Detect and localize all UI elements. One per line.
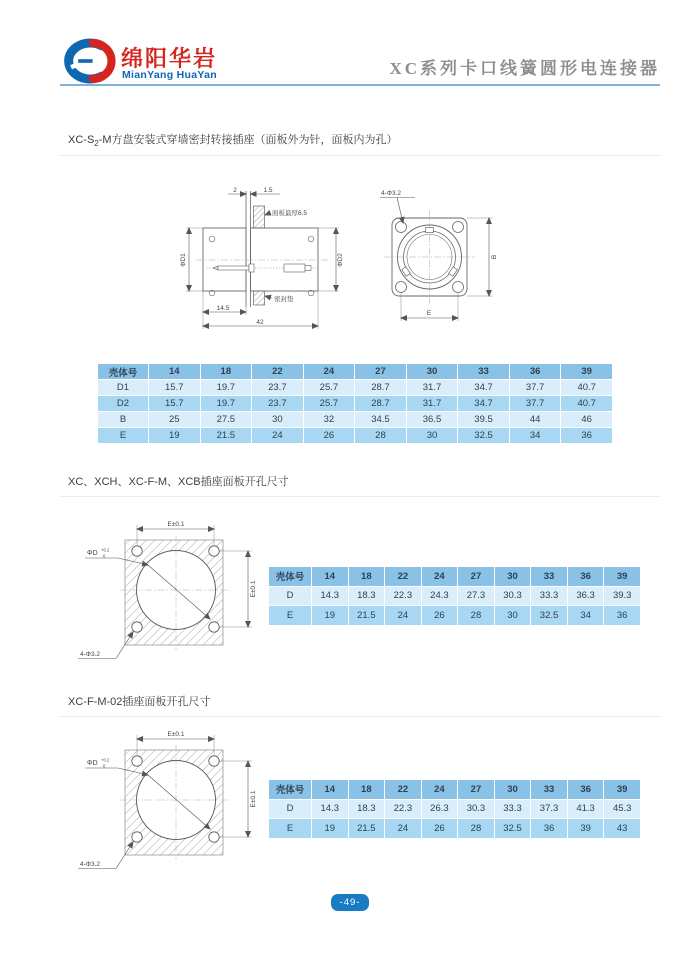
table-cell: 34.7	[458, 396, 509, 411]
table-cell: 19.7	[201, 396, 252, 411]
shell-number-header: 壳体号	[269, 780, 311, 799]
table-cell: 25	[149, 412, 200, 427]
table-cell: 36	[531, 819, 567, 838]
row-label: D	[269, 587, 311, 606]
shell-size-header: 14	[312, 567, 348, 586]
table-cell: 24	[385, 606, 421, 625]
cutout-holes-label: 4-Φ3.2	[80, 651, 101, 658]
shell-size-header: 36	[510, 364, 561, 379]
table-row	[98, 380, 612, 395]
table-cell: 21.5	[349, 819, 385, 838]
page-number-badge: -49-	[331, 894, 369, 911]
shell-size-header: 22	[385, 780, 421, 799]
table-cell: 32.5	[495, 819, 531, 838]
table-cell: 26	[422, 819, 458, 838]
table-cell: 36.3	[568, 587, 604, 606]
table-cell: 19.7	[201, 380, 252, 395]
figure-panel-cutout-2	[70, 716, 270, 878]
table-cell: 33.3	[531, 587, 567, 606]
shell-size-header: 18	[201, 364, 252, 379]
panel-hatch-top	[254, 206, 265, 228]
shell-size-header: 18	[349, 780, 385, 799]
table-cell: 37.7	[510, 380, 561, 395]
table-cell: 41.3	[568, 800, 604, 819]
company-logo	[62, 36, 116, 86]
table-cell: 34.7	[458, 380, 509, 395]
shell-size-header: 39	[604, 567, 640, 586]
section-title-1	[60, 131, 660, 156]
shell-size-header: 22	[252, 364, 303, 379]
row-label: D2	[98, 396, 148, 411]
table-cell: 30.3	[458, 800, 494, 819]
table-cell: 39.5	[458, 412, 509, 427]
shell-size-header: 14	[312, 780, 348, 799]
table-cell: 19	[312, 606, 348, 625]
table-cell: 34.5	[355, 412, 406, 427]
table-cell: 14.3	[312, 800, 348, 819]
table-cell: 26	[304, 428, 355, 443]
shell-size-header: 33	[458, 364, 509, 379]
dim-b-label: B	[491, 254, 498, 260]
table-row	[98, 428, 612, 443]
section-title-3: XC-F-M-02插座面板开孔尺寸	[60, 693, 660, 717]
table-cell: 34	[568, 606, 604, 625]
table-cell: 15.7	[149, 396, 200, 411]
table-row	[269, 606, 640, 625]
dim-e-right-label: E±0.1	[250, 580, 257, 598]
table-cell: 30	[495, 606, 531, 625]
company-name-en: MianYang HuaYan	[122, 69, 217, 81]
table-cell: 25.7	[304, 396, 355, 411]
table-cell: 39.3	[604, 587, 640, 606]
table-cell: 24	[252, 428, 303, 443]
table-cell: 43	[604, 819, 640, 838]
figure-panel-cutout-1	[70, 506, 270, 668]
table-cell: 19	[312, 819, 348, 838]
shell-size-header: 24	[422, 780, 458, 799]
dimension-table-2	[268, 566, 641, 626]
dim-e-right-label: E±0.1	[250, 790, 257, 808]
shell-size-header: 27	[458, 567, 494, 586]
table-cell: 28	[355, 428, 406, 443]
table-cell: 21.5	[349, 606, 385, 625]
dim-42-label: 42	[256, 319, 264, 326]
dimension-table-1	[97, 363, 613, 444]
table-cell: 26	[422, 606, 458, 625]
flange-holes-label: 4-Φ3.2	[381, 190, 402, 197]
table-cell: 23.7	[252, 380, 303, 395]
table-cell: 32.5	[531, 606, 567, 625]
row-label: E	[98, 428, 148, 443]
table-cell: 19	[149, 428, 200, 443]
section1-prefix: XC-S	[68, 134, 95, 146]
dim-2-label: 2	[233, 187, 237, 194]
table-cell: 27.3	[458, 587, 494, 606]
row-label: E	[269, 606, 311, 625]
table-cell: 24	[385, 819, 421, 838]
cutout-holes-label: 4-Φ3.2	[80, 861, 101, 868]
shell-number-header: 壳体号	[269, 567, 311, 586]
table-row	[269, 819, 640, 838]
table-header-row	[269, 567, 640, 586]
table-cell: 26.3	[422, 800, 458, 819]
table-cell: 31.7	[407, 380, 458, 395]
dim-e-top-label: E±0.1	[167, 521, 185, 528]
table-cell: 30	[407, 428, 458, 443]
shell-size-header: 30	[495, 780, 531, 799]
table-cell: 36	[561, 428, 612, 443]
table-cell: 28.7	[355, 380, 406, 395]
shell-size-header: 18	[349, 567, 385, 586]
table-cell: 27.5	[201, 412, 252, 427]
shell-size-header: 36	[568, 780, 604, 799]
shell-size-header: 33	[531, 567, 567, 586]
logo-red-swirl	[93, 43, 112, 79]
table-cell: 37.3	[531, 800, 567, 819]
gasket-label: 密封垫	[274, 296, 294, 303]
shell-size-header: 24	[422, 567, 458, 586]
dimension-table-3	[268, 779, 641, 839]
table-cell: 21.5	[201, 428, 252, 443]
table-cell: 25.7	[304, 380, 355, 395]
document-title: XC系列卡口线簧圆形电连接器	[389, 59, 660, 78]
shell-size-header: 27	[355, 364, 406, 379]
table-cell: 33.3	[495, 800, 531, 819]
dim-e-top-label: E±0.1	[167, 731, 185, 738]
table-cell: 23.7	[252, 396, 303, 411]
shell-size-header: 39	[604, 780, 640, 799]
table-cell: 18.3	[349, 587, 385, 606]
row-label: E	[269, 819, 311, 838]
shell-number-header: 壳体号	[98, 364, 148, 379]
table-cell: 28	[458, 606, 494, 625]
row-label: D	[269, 800, 311, 819]
table-cell: 36.5	[407, 412, 458, 427]
dim-d-tol-sup: +0.2	[101, 757, 110, 763]
dim-d-tol-sub: 0	[103, 763, 106, 769]
table-row	[98, 412, 612, 427]
table-cell: 40.7	[561, 396, 612, 411]
section1-subscript: 2	[94, 139, 99, 149]
shell-size-header: 22	[385, 567, 421, 586]
figure-side-view	[180, 183, 345, 335]
dim-d-tol-sup: +0.2	[101, 547, 110, 553]
table-cell: 30	[252, 412, 303, 427]
table-cell: 22.3	[385, 587, 421, 606]
shell-size-header: 36	[568, 567, 604, 586]
table-cell: 15.7	[149, 380, 200, 395]
table-row	[98, 396, 612, 411]
figure-flange-front	[375, 183, 505, 335]
panel-thickness-label: 面板最厚6.5	[272, 210, 308, 217]
table-cell: 28	[458, 819, 494, 838]
header-divider	[60, 84, 660, 86]
table-cell: 30.3	[495, 587, 531, 606]
table-cell: 39	[568, 819, 604, 838]
shell-size-header: 24	[304, 364, 355, 379]
body-right	[251, 228, 319, 291]
table-cell: 32.5	[458, 428, 509, 443]
dim-e-label: E	[426, 310, 432, 317]
dim-1-5-label: 1.5	[263, 187, 273, 194]
table-header-row	[98, 364, 612, 379]
table-row	[269, 587, 640, 606]
dim-14-5-label: 14.5	[216, 305, 230, 312]
table-cell: 40.7	[561, 380, 612, 395]
table-cell: 31.7	[407, 396, 458, 411]
table-cell: 32	[304, 412, 355, 427]
shell-size-header: 27	[458, 780, 494, 799]
company-name-cn: 绵阳华岩	[121, 46, 218, 71]
table-cell: 37.7	[510, 396, 561, 411]
gasket-hatch	[254, 291, 265, 305]
table-header-row	[269, 780, 640, 799]
table-cell: 44	[510, 412, 561, 427]
shell-size-header: 39	[561, 364, 612, 379]
table-cell: 46	[561, 412, 612, 427]
row-label: B	[98, 412, 148, 427]
dim-d-tol-sub: 0	[103, 553, 106, 559]
section1-rest: -M方盘安装式穿墙密封转接插座（面板外为针，面板内为孔）	[98, 134, 398, 146]
dim-d1-label: ΦD1	[180, 253, 187, 267]
table-row	[269, 800, 640, 819]
table-cell: 45.3	[604, 800, 640, 819]
table-cell: 14.3	[312, 587, 348, 606]
section-title-2: XC、XCH、XC-F-M、XCB插座面板开孔尺寸	[60, 473, 660, 497]
shell-size-header: 30	[407, 364, 458, 379]
table-cell: 24.3	[422, 587, 458, 606]
table-cell: 34	[510, 428, 561, 443]
dim-d-label: ΦD	[87, 550, 98, 557]
shell-size-header: 30	[495, 567, 531, 586]
dim-d-label: ΦD	[87, 760, 98, 767]
table-cell: 18.3	[349, 800, 385, 819]
dim-d2-label: ΦD2	[337, 253, 344, 267]
shell-size-header: 14	[149, 364, 200, 379]
table-cell: 28.7	[355, 396, 406, 411]
table-cell: 22.3	[385, 800, 421, 819]
shell-size-header: 33	[531, 780, 567, 799]
row-label: D1	[98, 380, 148, 395]
table-cell: 36	[604, 606, 640, 625]
